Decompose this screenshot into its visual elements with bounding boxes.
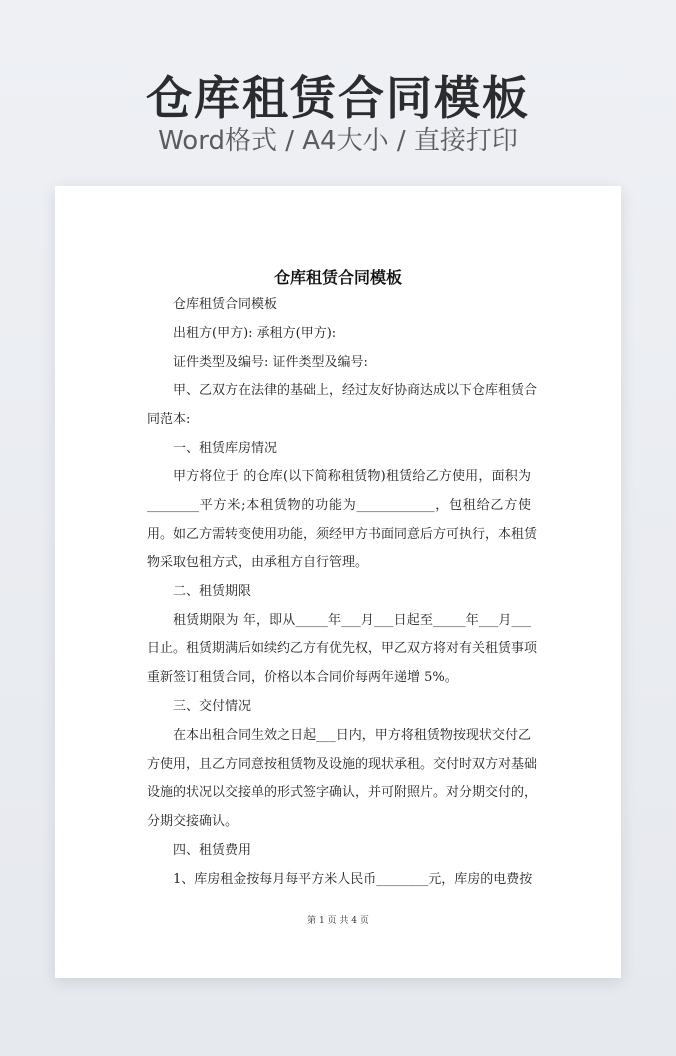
hero-subtitle: Word格式 / A4大小 / 直接打印: [158, 126, 518, 156]
hero-title: 仓库租赁合同模板: [146, 71, 530, 125]
doc-line: 设施的状况以交接单的形式签字确认，并可附照片。对分期交付的，: [147, 785, 538, 800]
doc-line: 甲方将位于 的仓库(以下简称租赁物)租赁给乙方使用，面积为: [173, 469, 531, 484]
doc-line: 证件类型及编号: 证件类型及编号:: [173, 355, 368, 370]
doc-line: 仓库租赁合同模板: [173, 297, 278, 312]
page-footer: 第 1 页 共 4 页: [307, 916, 369, 926]
doc-line: 租赁期限为 年，即从_____年___月___日起至_____年___月___: [173, 613, 531, 628]
doc-line: 物采取包租方式，由承租方自行管理。: [147, 555, 369, 570]
doc-line: 1、库房租金按每月每平方米人民币________元，库房的电费按: [173, 872, 533, 887]
doc-line: ________平方米;本租赁物的功能为____________，包租给乙方使: [147, 498, 531, 513]
section-heading: 一、租赁库房情况: [173, 441, 278, 456]
doc-line: 出租方(甲方): 承租方(甲方):: [173, 326, 337, 341]
doc-line: 重新签订租赁合同，价格以本合同价每两年递增 5%。: [147, 670, 458, 685]
document-title: 仓库租赁合同模板: [273, 268, 402, 287]
doc-line: 分期交接确认。: [147, 814, 239, 829]
doc-line: 日止。租赁期满后如续约乙方有优先权，甲乙双方将对有关租赁事项: [147, 641, 538, 656]
doc-line: 在本出租合同生效之日起___日内，甲方将租赁物按现状交付乙: [173, 728, 531, 743]
doc-line: 用。如乙方需转变使用功能，须经甲方书面同意后方可执行，本租赁: [147, 527, 538, 542]
doc-line: 甲、乙双方在法律的基础上，经过友好协商达成以下仓库租赁合: [173, 383, 538, 398]
doc-line: 同范本:: [147, 412, 191, 427]
section-heading: 四、租赁费用: [173, 843, 252, 858]
section-heading: 二、租赁期限: [173, 584, 252, 599]
section-heading: 三、交付情况: [173, 699, 252, 714]
doc-line: 方使用，且乙方同意按租赁物及设施的现状承租。交付时双方对基础: [147, 757, 538, 772]
